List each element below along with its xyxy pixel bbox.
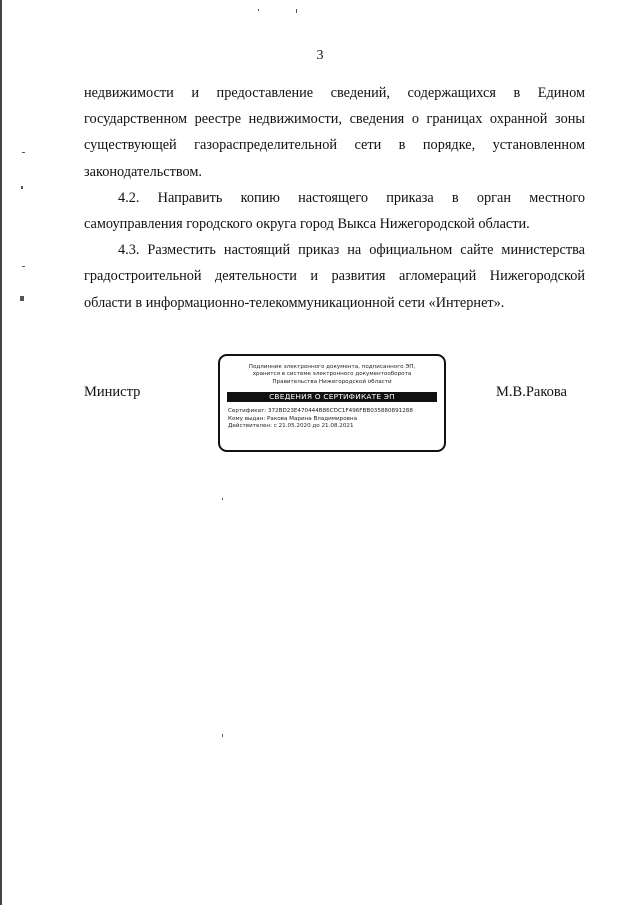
scan-speck xyxy=(222,498,223,500)
issued-to-label: Кому выдан: xyxy=(228,415,266,422)
stamp-header-line: Подлинник электронного документа, подписанного ЭП, xyxy=(248,364,416,370)
stamp-header xyxy=(220,364,444,386)
scan-speck xyxy=(20,296,24,301)
scan-speck xyxy=(22,152,25,153)
text-line: недвижимости и предоставление сведений, содержащихся в Едином xyxy=(84,85,585,101)
validity-label: Действителен: xyxy=(228,423,272,430)
paragraph-4-2 xyxy=(84,185,585,237)
text-line: законодательством. xyxy=(84,163,202,180)
scan-speck xyxy=(258,9,259,11)
signatory-name: М.В.Ракова xyxy=(496,384,567,400)
paragraph-4-3 xyxy=(84,237,585,316)
issued-to-value: Ракова Марина Владимировна xyxy=(267,415,358,422)
scan-speck xyxy=(222,734,223,737)
validity-row xyxy=(228,423,444,430)
stamp-header-line: Правительства Нижегородской области xyxy=(272,378,392,385)
scan-speck xyxy=(21,186,23,189)
paragraph-continuation xyxy=(84,80,585,185)
text-line: государственном реестре недвижимости, сведения о границах охранной зоны xyxy=(84,111,585,128)
stamp-details xyxy=(228,408,444,430)
document-body xyxy=(84,80,585,316)
stamp-banner: СВЕДЕНИЯ О СЕРТИФИКАТЕ ЭП xyxy=(227,392,437,402)
electronic-signature-stamp xyxy=(218,354,446,452)
text-line: 4.2. Направить копию настоящего приказа в орган местного xyxy=(118,189,585,206)
signature-block xyxy=(0,352,640,462)
certificate-label: Сертификат: xyxy=(228,408,267,415)
scan-speck xyxy=(296,9,297,13)
certificate-value: 372BD23E470444B86CDC1F496FBB035880891288 xyxy=(267,408,413,415)
issued-to-row xyxy=(228,416,444,423)
text-line: 4.3. Разместить настоящий приказ на официальном сайте министерства xyxy=(118,242,585,259)
text-line: существующей газораспределительной сети в порядке, установленном xyxy=(84,137,585,154)
validity-value: с 21.05.2020 до 21.08.2021 xyxy=(273,423,354,430)
certificate-row xyxy=(228,408,444,415)
text-line: самоуправления городского округа город Выкса Нижегородской области. xyxy=(84,216,530,233)
text-line: области в информационно-телекоммуникационной сети «Интернет». xyxy=(84,294,505,311)
stamp-header-line: хранится в системе электронного документооборота xyxy=(252,371,412,378)
scan-speck xyxy=(22,266,25,267)
page-number: 3 xyxy=(316,48,324,63)
signatory-title: Министр xyxy=(84,384,141,400)
text-line: градостроительной деятельности и развития агломераций Нижегородской xyxy=(84,268,585,285)
